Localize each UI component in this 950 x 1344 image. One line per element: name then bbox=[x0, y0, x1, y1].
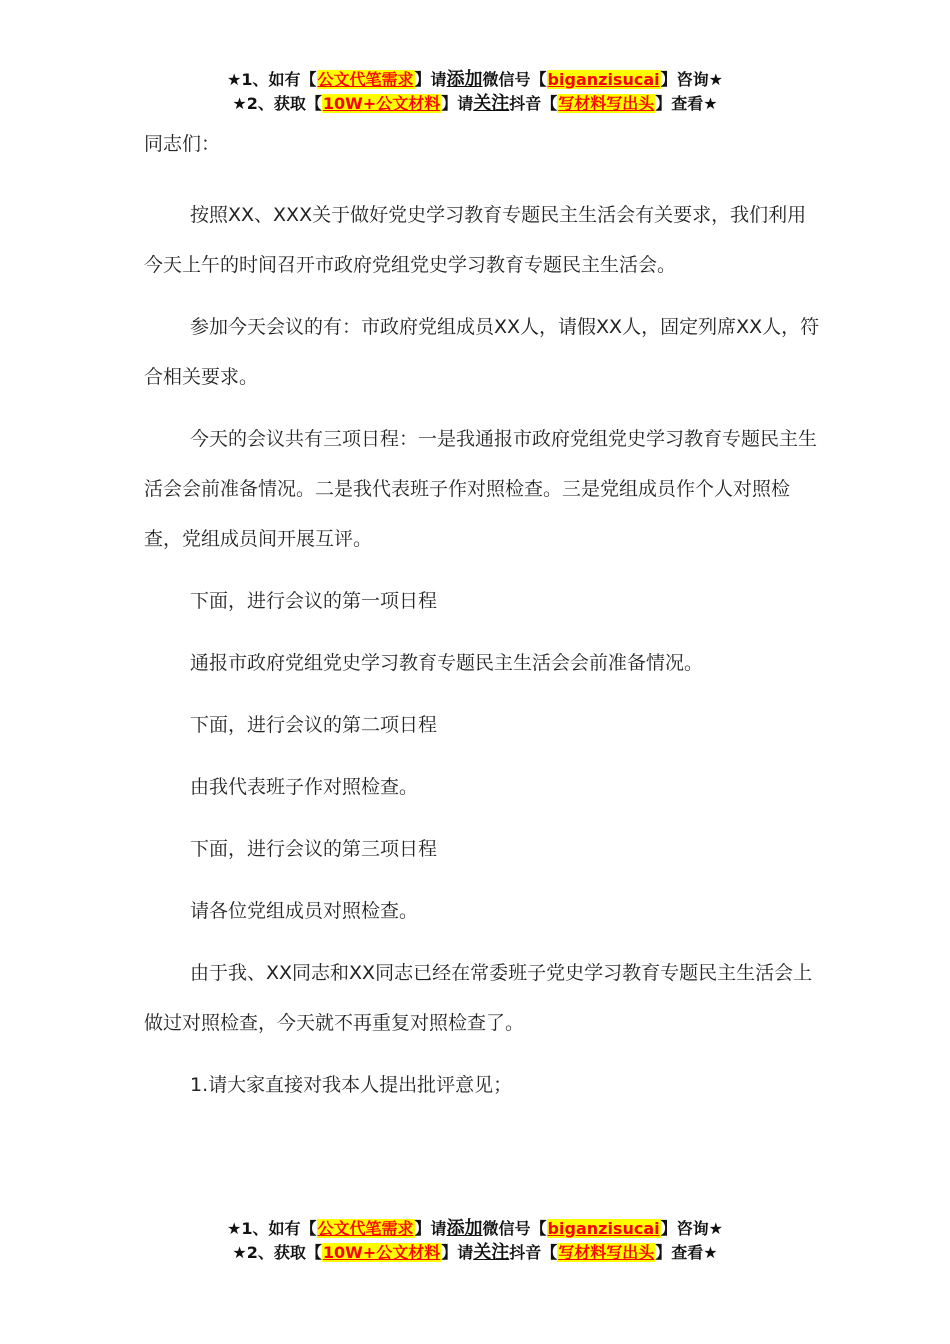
paragraph: 下面，进行会议的第二项日程 bbox=[190, 714, 438, 736]
banner-emphasis: 关注 bbox=[473, 93, 510, 114]
banner-line-1 bbox=[0, 1217, 950, 1241]
banner-text: ★2、获取【 bbox=[232, 94, 322, 113]
paragraph: 通报市政府党组党史学习教育专题民主生活会会前准备情况。 bbox=[190, 652, 704, 674]
banner-text: ★1、如有【 bbox=[227, 70, 317, 89]
paragraph: 由于我、XX同志和XX同志已经在常委班子党史学习教育专题民主生活会上做过对照检查，今天就不再重复对照检查了。 bbox=[144, 962, 813, 1034]
paragraph: 参加今天会议的有：市政府党组成员XX人，请假XX人，固定列席XX人，符合相关要求。 bbox=[144, 316, 820, 388]
banner-emphasis: 添加 bbox=[446, 1218, 483, 1239]
banner-highlight: biganzisucai bbox=[547, 70, 660, 89]
paragraph: 请各位党组成员对照检查。 bbox=[190, 900, 419, 922]
banner-text: 】咨询★ bbox=[660, 1219, 723, 1238]
banner-text: 】请 bbox=[414, 1219, 447, 1238]
banner-highlight: 写材料写出头 bbox=[558, 1243, 655, 1262]
banner-text: 】咨询★ bbox=[660, 70, 723, 89]
banner-emphasis: 添加 bbox=[446, 69, 483, 90]
footer-banner bbox=[0, 1217, 950, 1265]
banner-text: 】请 bbox=[414, 70, 447, 89]
banner-line-2 bbox=[0, 1241, 950, 1265]
banner-text: 抖音【 bbox=[509, 1243, 558, 1262]
banner-text: 微信号【 bbox=[482, 1219, 547, 1238]
banner-highlight: 10W+公文材料 bbox=[322, 94, 441, 113]
banner-emphasis: 关注 bbox=[473, 1242, 510, 1263]
banner-highlight: 写材料写出头 bbox=[558, 94, 655, 113]
paragraph: 1.请大家直接对我本人提出批评意见； bbox=[190, 1074, 513, 1096]
banner-text: ★2、获取【 bbox=[232, 1243, 322, 1262]
banner-text: 】查看★ bbox=[655, 94, 718, 113]
banner-text: 】请 bbox=[441, 94, 474, 113]
banner-highlight: 公文代笔需求 bbox=[317, 70, 414, 89]
paragraph: 由我代表班子作对照检查。 bbox=[190, 776, 419, 798]
banner-highlight: 10W+公文材料 bbox=[322, 1243, 441, 1262]
paragraph: 下面，进行会议的第三项日程 bbox=[190, 838, 438, 860]
banner-line-1 bbox=[0, 68, 950, 92]
banner-text: 】查看★ bbox=[655, 1243, 718, 1262]
greeting: 同志们： bbox=[144, 133, 221, 155]
banner-line-2 bbox=[0, 92, 950, 116]
banner-text: ★1、如有【 bbox=[227, 1219, 317, 1238]
header-banner bbox=[0, 68, 950, 116]
document-body bbox=[144, 128, 824, 1122]
banner-text: 】请 bbox=[441, 1243, 474, 1262]
banner-highlight: biganzisucai bbox=[547, 1219, 660, 1238]
banner-text: 抖音【 bbox=[509, 94, 558, 113]
paragraph: 下面，进行会议的第一项日程 bbox=[190, 590, 438, 612]
banner-text: 微信号【 bbox=[482, 70, 547, 89]
paragraph: 今天的会议共有三项日程：一是我通报市政府党组党史学习教育专题民主生活会会前准备情况。二是我代表班子作对照检查。三是党组成员作个人对照检查，党组成员间开展互评。 bbox=[144, 428, 818, 550]
banner-highlight: 公文代笔需求 bbox=[317, 1219, 414, 1238]
paragraph: 按照XX、XXX关于做好党史学习教育专题民主生活会有关要求，我们利用今天上午的时间召开市政府党组党史学习教育专题民主生活会。 bbox=[144, 204, 807, 276]
